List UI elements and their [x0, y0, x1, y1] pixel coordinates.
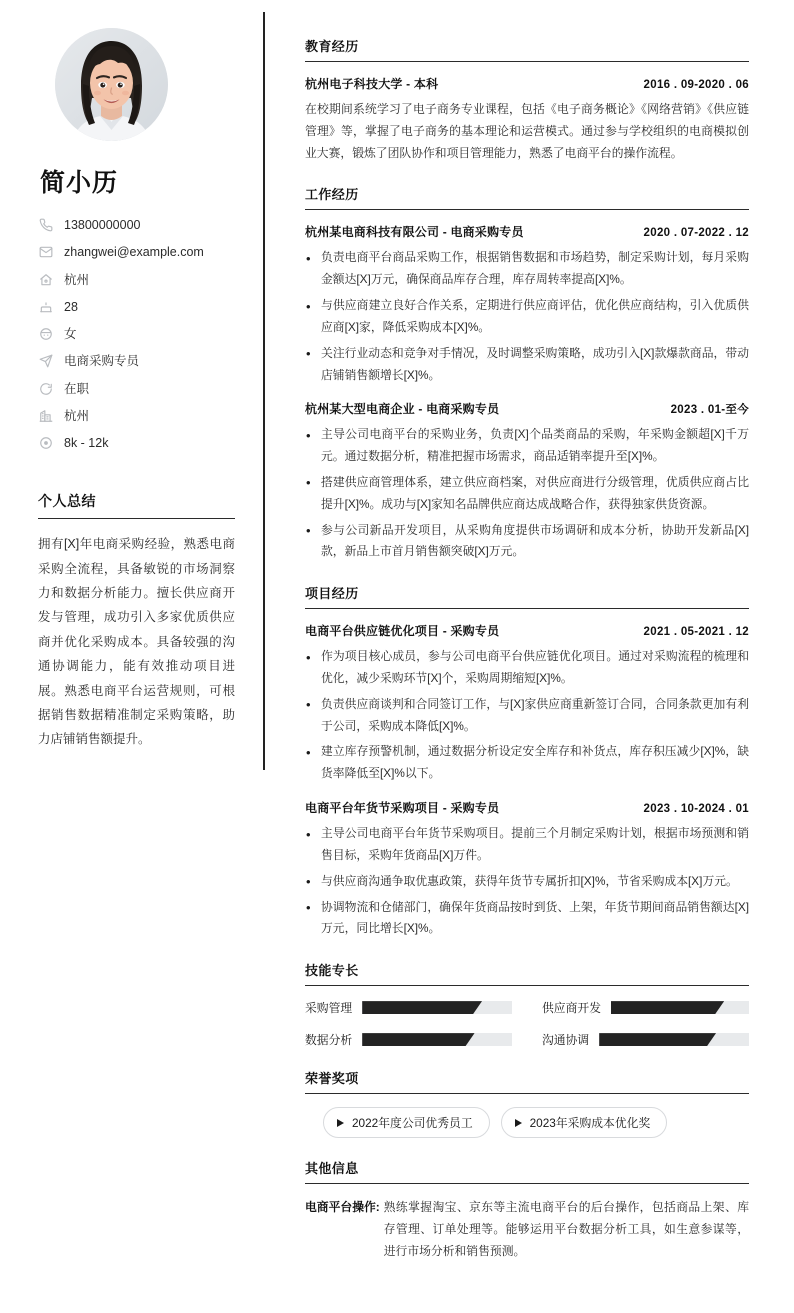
- entry-date: 2023 . 10-2024 . 01: [643, 803, 749, 816]
- contact-item-hometown: [38, 272, 235, 288]
- bullet-item: • 建立库存预警机制，通过数据分析设定安全库存和补货点，库存积压减少[X]%，缺货率降低至[X]%以下。: [305, 741, 749, 785]
- entry-title: 杭州电子科技大学 - 本科: [305, 77, 439, 91]
- other-info-item: [305, 1197, 749, 1262]
- education-entry: [305, 75, 749, 164]
- entry-header: [305, 400, 749, 417]
- entry-header: [305, 223, 749, 240]
- entry-date: 2020 . 07-2022 . 12: [643, 227, 749, 240]
- triangle-right-icon: [337, 1119, 344, 1127]
- cake-icon: [38, 299, 53, 314]
- honors-list: [305, 1107, 749, 1138]
- bullet-item: • 与供应商沟通争取优惠政策，获得年货节专属折扣[X]%，节省采购成本[X]万元。: [305, 871, 749, 893]
- main-column: [265, 0, 794, 1313]
- entry-title: 杭州某电商科技有限公司 - 电商采购专员: [305, 225, 524, 240]
- project-entry: [305, 799, 749, 940]
- contact-list: [38, 217, 235, 451]
- skill-label: 数据分析: [305, 1033, 353, 1048]
- honors-section: [305, 1068, 749, 1138]
- entry-date: 2023 . 01-至今: [670, 404, 749, 417]
- contact-item-phone: [38, 217, 235, 233]
- honors-heading: 荣誉奖项: [305, 1068, 749, 1094]
- honor-label: 2022年度公司优秀员工: [352, 1116, 473, 1131]
- skill-progress-track: [362, 1033, 512, 1046]
- entry-header: [305, 75, 749, 92]
- projects-heading: 项目经历: [305, 583, 749, 609]
- summary-text: 拥有[X]年电商采购经验，熟悉电商采购全流程，具备敏锐的市场洞察力和数据分析能力。擅长供应商开发与管理，成功引入多家优质供应商并优化采购成本。具备较强的沟通协调能力，能有效推动项目进展。熟悉电商平台运营规则，可根据销售数据精准制定采购策略，助力店铺销售额提升。: [38, 537, 235, 747]
- bullet-item: • 主导公司电商平台的采购业务，负责[X]个品类商品的采购，年采购金额超[X]千万元。通过数据分析，精准把握市场需求，商品适销率提升至[X]%。: [305, 424, 749, 468]
- bullet-list: [305, 646, 749, 785]
- skills-section: [305, 960, 749, 1048]
- entry-title: 电商平台年货节采购项目 - 采购专员: [305, 801, 500, 816]
- contact-value-salary: 8k - 12k: [64, 436, 109, 450]
- contact-value-email: zhangwei@example.com: [64, 245, 204, 260]
- work-heading: 工作经历: [305, 184, 749, 210]
- other-info-label: 电商平台操作:: [305, 1200, 380, 1215]
- work-entry: [305, 223, 749, 386]
- triangle-right-icon: [515, 1119, 522, 1127]
- entry-date: 2021 . 05-2021 . 12: [643, 626, 749, 639]
- work-section: [305, 184, 749, 563]
- bullet-item: • 主导公司电商平台年货节采购项目。提前三个月制定采购计划，根据市场预测和销售目标，采购年货商品[X]万件。: [305, 823, 749, 867]
- other-info-heading: 其他信息: [305, 1158, 749, 1184]
- other-info-value: 熟练掌握淘宝、京东等主流电商平台的后台操作，包括商品上架、库存管理、订单处理等。能够运用平台数据分析工具，如生意参谋等，进行市场分析和销售预测。: [383, 1200, 749, 1258]
- skill-progress-fill: [362, 1033, 474, 1046]
- entry-description: 在校期间系统学习了电子商务专业课程，包括《电子商务概论》《网络营销》《供应链管理》等，掌握了电子商务的基本理论和运营模式。通过参与学校组织的电商模拟创业大赛，锻炼了团队协作和项目管理能力，熟悉了电商平台的操作流程。: [305, 102, 749, 160]
- entry-header: [305, 799, 749, 816]
- home-icon: [38, 272, 53, 287]
- skill-row: [305, 1031, 512, 1048]
- contact-item-email: [38, 244, 235, 260]
- contact-value-phone: 13800000000: [64, 218, 141, 232]
- contact-value-position: 电商采购专员: [64, 354, 140, 369]
- honor-badge[interactable]: [501, 1107, 668, 1138]
- skill-row: [305, 999, 512, 1016]
- building-icon: [38, 408, 53, 423]
- education-heading: 教育经历: [305, 36, 749, 62]
- bullet-item: • 作为项目核心成员，参与公司电商平台供应链优化项目。通过对采购流程的梳理和优化，减少采购环节[X]个，采购周期缩短[X]%。: [305, 646, 749, 690]
- contact-value-worklocation: 杭州: [64, 408, 90, 423]
- refresh-icon: [38, 381, 53, 396]
- face-icon: [38, 327, 53, 342]
- coin-icon: [38, 436, 53, 451]
- sidebar: [0, 0, 265, 782]
- honor-badge[interactable]: [323, 1107, 490, 1138]
- paper-plane-icon: [38, 354, 53, 369]
- bullet-item: • 搭建供应商管理体系，建立供应商档案，对供应商进行分级管理，优质供应商占比提升[X]%。成功与[X]家知名品牌供应商达成战略合作，获得独家供货资源。: [305, 472, 749, 516]
- contact-value-gender: 女: [64, 327, 77, 341]
- bullet-item: • 负责电商平台商品采购工作，根据销售数据和市场趋势，制定采购计划，每月采购金额达[X]万元，确保商品库存合理，库存周转率提高[X]%。: [305, 247, 749, 291]
- envelope-icon: [38, 245, 53, 260]
- bullet-list: [305, 823, 749, 940]
- summary-heading: 个人总结: [38, 491, 235, 519]
- contact-item-age: [38, 299, 235, 315]
- contact-item-salary: [38, 435, 235, 451]
- contact-value-hometown: 杭州: [64, 272, 90, 287]
- skill-progress-track: [611, 1001, 749, 1014]
- skill-progress-track: [362, 1001, 512, 1014]
- entry-date: 2016 . 09-2020 . 06: [643, 79, 749, 91]
- contact-item-gender: [38, 326, 235, 342]
- entry-header: [305, 622, 749, 639]
- bullet-item: • 参与公司新品开发项目，从采购角度提供市场调研和成本分析，协助开发新品[X]款，新品上市首月销售额突破[X]万元。: [305, 520, 749, 564]
- skills-heading: 技能专长: [305, 960, 749, 986]
- work-entry: [305, 400, 749, 563]
- other-info-section: [305, 1158, 749, 1262]
- skill-progress-fill: [599, 1033, 716, 1046]
- contact-value-status: 在职: [64, 381, 90, 396]
- skill-row: [542, 999, 749, 1016]
- project-entry: [305, 622, 749, 785]
- skill-label: 采购管理: [305, 1001, 353, 1016]
- skill-label: 供应商开发: [542, 1001, 601, 1016]
- bullet-item: • 关注行业动态和竞争对手情况，及时调整采购策略，成功引入[X]款爆款商品，带动店铺销售额增长[X]%。: [305, 343, 749, 387]
- skill-progress-track: [599, 1033, 749, 1046]
- phone-icon: [38, 218, 53, 233]
- education-section: [305, 36, 749, 164]
- skill-label: 沟通协调: [542, 1033, 590, 1048]
- bullet-item: • 与供应商建立良好合作关系，定期进行供应商评估，优化供应商结构，引入优质供应商[X]家，降低采购成本[X]%。: [305, 295, 749, 339]
- bullet-item: • 协调物流和仓储部门，确保年货商品按时到货、上架，年货节期间商品销售额达[X]万元，同比增长[X]%。: [305, 897, 749, 941]
- bullet-list: [305, 247, 749, 386]
- honor-label: 2023年采购成本优化奖: [529, 1116, 651, 1131]
- skill-progress-fill: [362, 1001, 482, 1014]
- summary-section: [38, 491, 235, 751]
- skill-progress-fill: [611, 1001, 724, 1014]
- contact-value-age: 28: [64, 299, 78, 314]
- avatar: [55, 28, 168, 141]
- contact-item-worklocation: [38, 408, 235, 424]
- entry-title: 杭州某大型电商企业 - 电商采购专员: [305, 402, 500, 417]
- contact-item-position: [38, 353, 235, 369]
- bullet-item: • 负责供应商谈判和合同签订工作，与[X]家供应商重新签订合同，合同条款更加有利于公司，采购成本降低[X]%。: [305, 694, 749, 738]
- bullet-list: [305, 424, 749, 563]
- avatar-photo: [55, 28, 168, 141]
- projects-section: [305, 583, 749, 940]
- skills-grid: [305, 999, 749, 1048]
- page-title: 简小历: [40, 169, 119, 197]
- contact-item-status: [38, 381, 235, 397]
- skill-row: [542, 1031, 749, 1048]
- entry-title: 电商平台供应链优化项目 - 采购专员: [305, 624, 500, 639]
